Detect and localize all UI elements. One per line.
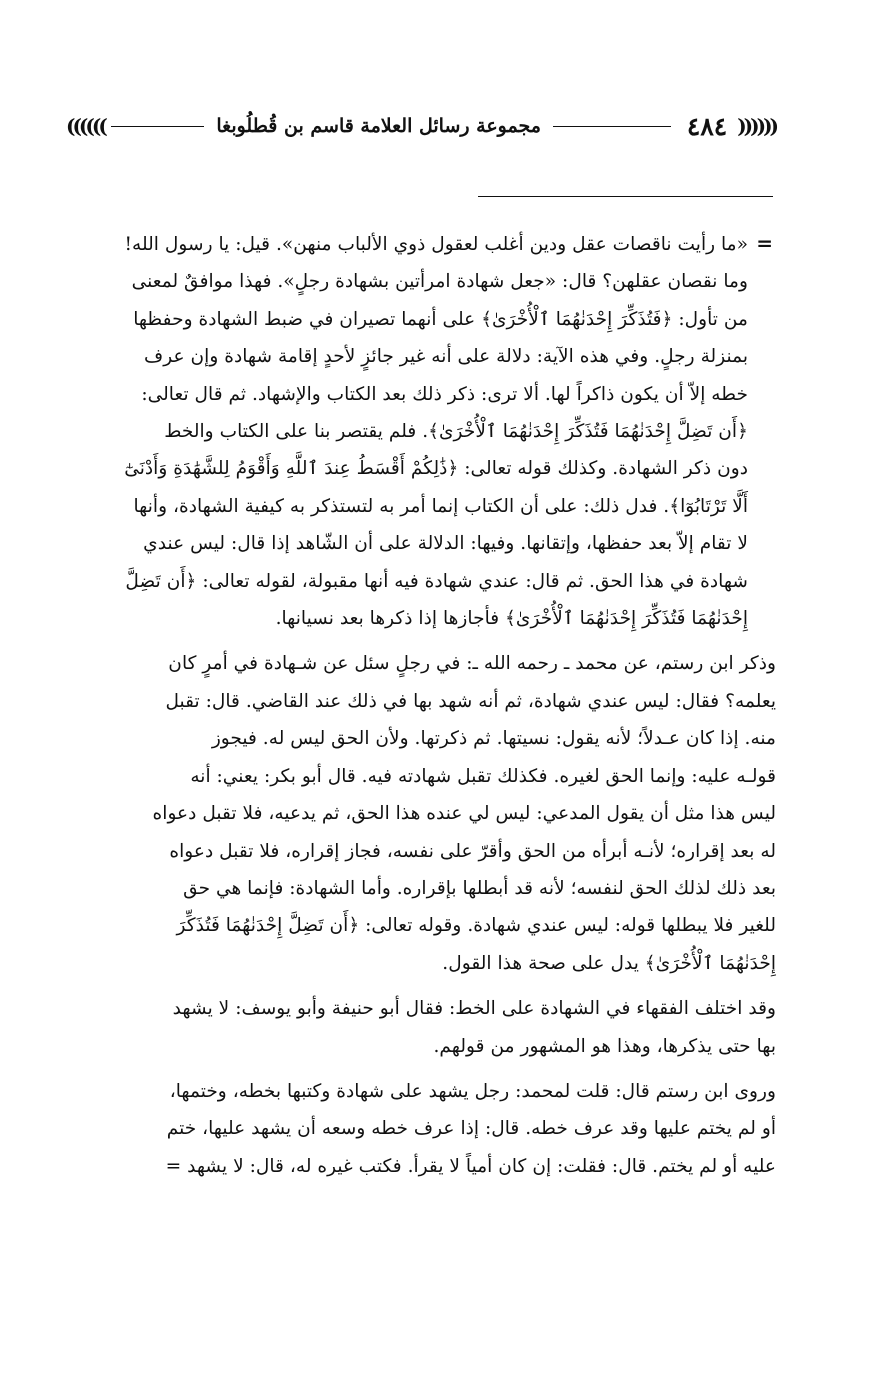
text-line: ﴿أَن تَضِلَّ إِحْدَنٰهُمَا فَتُذَكِّرَ إِحْدَنٰهُمَا ٱلْأُخْرَىٰ﴾. فلم يقتصر بنا على الكتاب والخط (164, 421, 748, 443)
text-line: بعد ذلك لذلك الحق لنفسه؛ لأنه قد أبطلها بإقراره. وأما الشهادة: فإنما هي حق (183, 877, 776, 899)
text-line: لا تقام إلاّ بعد حفظها، وإتقانها. وفيها: الدلالة على أن الشّاهد إذا قال: ليس عندي (143, 533, 748, 555)
text-line: وقد اختلف الفقهاء في الشهادة على الخط: فقال أبو حنيفة وأبو يوسف: لا يشهد (172, 998, 776, 1020)
header-rule-left (111, 126, 205, 127)
text-line: وما نقصان عقلهن؟ قال: «جعل شهادة امرأتين بشهادة رجلٍ». فهذا موافقٌ لمعنى (131, 271, 748, 293)
text-line: دون ذكر الشهادة. وكذلك قوله تعالى: ﴿ذَٰلِكُمْ أَقْسَطُ عِندَ ٱللَّهِ وَأَقْوَمُ لِلشَّهَٰدَةِ وَأَدْنَىٰٓ (124, 458, 748, 480)
text-line: وذكر ابن رستم، عن محمد ـ رحمه الله ـ: في رجلٍ سئل عن شـهادة في أمرٍ كان (168, 653, 776, 675)
header-ornament-left: )))))) (66, 114, 105, 138)
text-line: له بعد إقراره؛ لأنـه أبرأه من الحق وأقرّ على نفسه، فجاز إقراره، فلا تقبل دعواه (169, 840, 776, 862)
text-line: ليس هذا مثل أن يقول المدعي: ليس لي عنده هذا الحق، ثم يدعيه، فلا تقبل دعواه (152, 803, 776, 825)
text-line: يعلمه؟ فقال: ليس عندي شهادة، ثم أنه شهد بها في ذلك عند القاضي. قال: تقبل (165, 690, 776, 712)
paragraph (66, 645, 776, 982)
text-line: أو لم يختم عليها وقد عرف خطه. قال: إذا عرف خطه وسعه أن يشهد عليها، ختم (166, 1118, 776, 1140)
body-text (66, 226, 776, 1193)
running-header (66, 108, 776, 144)
text-line: «ما رأيت ناقصات عقل ودين أغلب لعقول ذوي الألباب منهن». قيل: يا رسول الله! (124, 234, 748, 255)
text-line: وروى ابن رستم قال: قلت لمحمد: رجل يشهد على شهادة وكتبها بخطه، وختمها، (169, 1080, 776, 1102)
text-line: أَلَّا تَرْتَابُوٓا﴾. فدل ذلك: على أن الكتاب إنما أمر به لتستذكر به كيفية الشهادة، وأنها (133, 495, 748, 517)
text-line: من تأول: ﴿فَتُذَكِّرَ إِحْدَنٰهُمَا ٱلْأُخْرَىٰ﴾ على أنهما تصيران في ضبط الشهادة وحفظها (133, 308, 748, 330)
text-line: عليه أو لم يختم. قال: فقلت: إن كان أمياً لا يقرأ. فكتب غيره له، قال: لا يشهد = (165, 1155, 776, 1177)
text-line: قولـه عليه: وإنما الحق لغيره. فكذلك تقبل شهادته فيه. قال أبو بكر: يعني: أنه (190, 765, 776, 787)
text-line: شهادة في هذا الحق. ثم قال: عندي شهادة فيه أنها مقبولة، لقوله تعالى: ﴿أَن تَضِلَّ (125, 570, 748, 592)
page-number: ٤٨٤ (686, 111, 728, 141)
text-line: بها حتى يذكرها، وهذا هو المشهور من قولهم. (433, 1035, 776, 1057)
paragraph (66, 1073, 776, 1185)
running-title: مجموعة رسائل العلامة قاسم بن قُطلُوبغا (216, 115, 541, 137)
header-rule-right (553, 126, 671, 127)
continuation-mark: = (756, 231, 773, 255)
text-line: منه. إذا كان عـدلاً؛ لأنه يقول: نسيتها. ثم ذكرتها. ولأن الحق ليس له. فيجوز (211, 728, 776, 750)
footnote-separator (478, 196, 773, 197)
header-ornament-right: (((((( (737, 114, 776, 138)
text-line: إِحْدَنٰهُمَا ٱلْأُخْرَىٰ﴾ يدل على صحة هذا القول. (442, 952, 776, 974)
paragraph (66, 990, 776, 1065)
paragraph (66, 226, 776, 637)
text-line: خطه إلاّ أن يكون ذاكراً لها. ألا ترى: ذكر ذلك بعد الكتاب والإشهاد. ثم قال تعالى: (141, 383, 748, 405)
text-line: إِحْدَنٰهُمَا فَتُذَكِّرَ إِحْدَنٰهُمَا ٱلْأُخْرَىٰ﴾ فأجازها إذا ذكرها بعد نسيانها. (275, 608, 748, 630)
text-line: للغير فلا يبطلها قوله: ليس عندي شهادة. وقوله تعالى: ﴿أَن تَضِلَّ إِحْدَنٰهُمَا فَتُذَكِّرَ (176, 915, 776, 937)
text-line: بمنزلة رجلٍ. وفي هذه الآية: دلالة على أنه غير جائزٍ لأحدٍ إقامة شهادة وإن عرف (143, 346, 748, 368)
